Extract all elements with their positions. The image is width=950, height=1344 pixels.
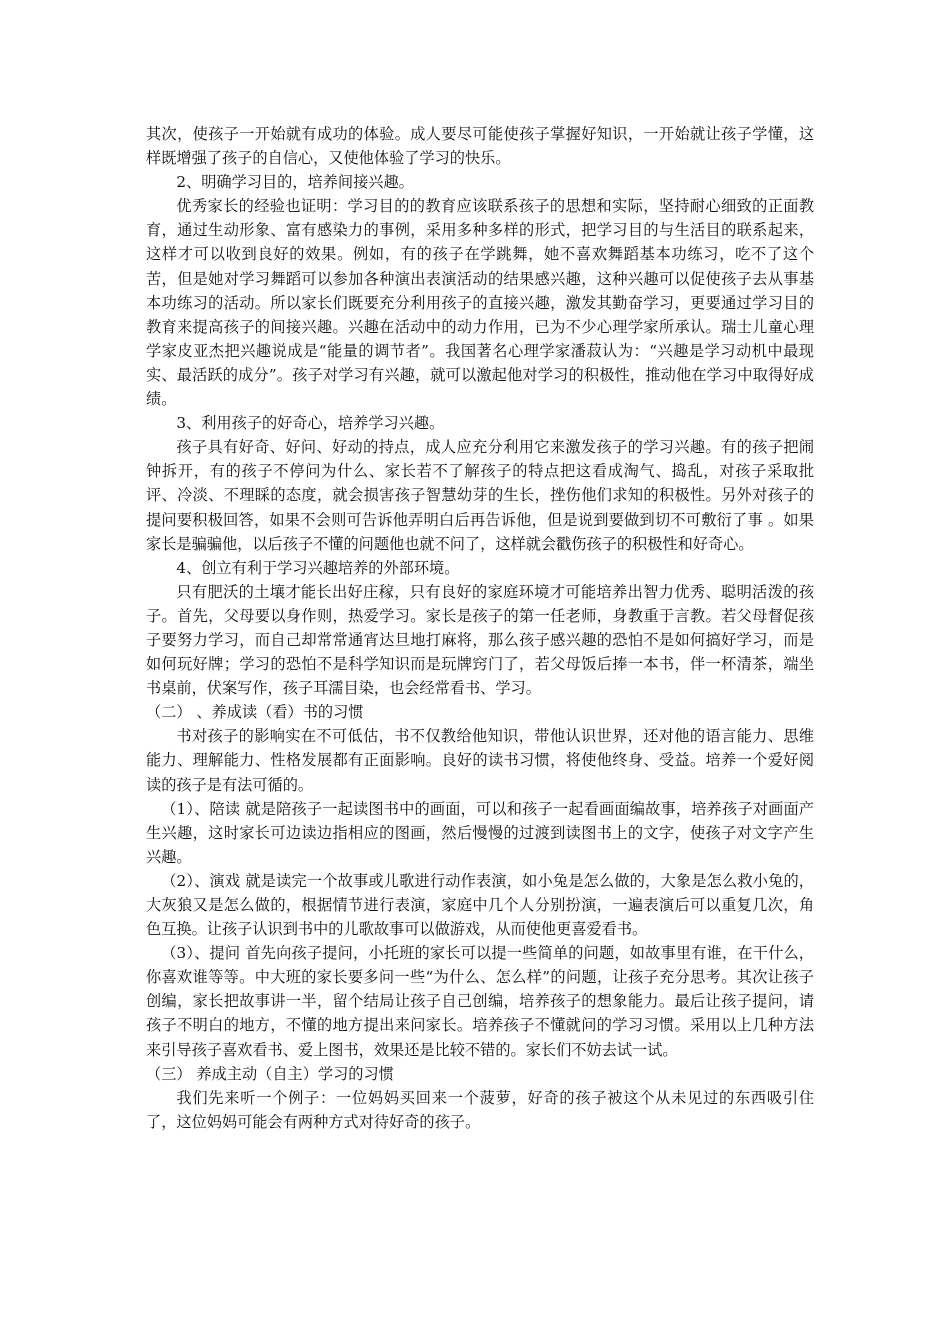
heading-point-2: 2、明确学习目的，培养间接兴趣。	[176, 173, 414, 192]
paragraph-home-environment: 只有肥沃的土壤才能长出好庄稼，只有良好的家庭环境才可能培养出智力优秀、聪明活泼的孩子。首先，父母要以身作则，热爱学习。家长是孩子的第一任老师，身教重于言教。若父母督促孩子要努力学习，而自己却常常通宵达旦地打麻将，那么孩子感兴趣的恐怕不是如何搞好学习，而是如何玩好牌；学习的恐怕不是科学知识而是玩牌窍门了，若父母饭后捧一本书，伴一杯清茶，端坐书桌前，伏案写作，孩子耳濡目染，也会经常看书、学习。	[146, 582, 814, 698]
section-heading-3: （三） 养成主动（自主）学习的习惯	[146, 1064, 394, 1083]
section-heading-2: （二） 、养成读（看）书的习惯	[146, 703, 364, 722]
paragraph-acting: （2）、演戏 就是读完一个故事或儿歌进行动作表演，如小兔是怎么做的，大象是怎么救小兔的，大灰狼又是怎么做的，根据情节进行表演，家庭中几个人分别扮演，一遍表演后可以重复几次，角色互换。让孩子认识到书中的儿歌故事可以做游戏，从而使他更喜爱看书。	[146, 871, 814, 939]
paragraph-questioning: （3）、提问 首先向孩子提问，小托班的家长可以提一些简单的问题，如故事里有谁，在干什么，你喜欢谁等等。中大班的家长要多问一些“为什么、怎么样”的问题，让孩子充分思考。其次让孩子创编，家长把故事讲一半，留个结局让孩子自己创编，培养孩子的想象能力。最后让孩子提问，请孩子不明白的地方，不懂的地方提出来问家长。培养孩子不懂就问的学习习惯。采用以上几种方法来引导孩子喜欢看书、爱上图书，效果还是比较不错的。家长们不妨去试一试。	[146, 944, 814, 1059]
document-body	[146, 122, 814, 1134]
paragraph-reading-habit: 书对孩子的影响实在不可低估，书不仅教给他知识，带他认识世界，还对他的语言能力、思维能力、理解能力、性格发展都有正面影响。良好的读书习惯，将使他终身、受益。培养一个爱好阅读的孩子是有法可循的。	[146, 727, 814, 794]
paragraph-learning-purpose: 优秀家长的经验也证明：学习目的的教育应该联系孩子的思想和实际，坚持耐心细致的正面教育，通过生动形象、富有感染力的事例，采用多种多样的形式，把学习目的与生活目的联系起来，这样才可以收到良好的效果。例如，有的孩子在学跳舞，她不喜欢舞蹈基本功练习，吃不了这个苦，但是她对学习舞蹈可以参加各种演出表演活动的结果感兴趣，这种兴趣可以促使孩子去从事基本功练习的活动。所以家长们既要充分利用孩子的直接兴趣，激发其勤奋学习，更要通过学习目的教育来提高孩子的间接兴趣。兴趣在活动中的动力作用，已为不少心理学家所承认。瑞士儿童心理学家皮亚杰把兴趣说成是“能量的调节者”。我国著名心理学家潘菽认为：“兴趣是学习动机中最现实、最活跃的成分”。孩子对学习有兴趣，就可以激起他对学习的积极性，推动他在学习中取得好成绩。	[146, 197, 814, 409]
heading-point-4: 4、创立有利于学习兴趣培养的外部环境。	[176, 558, 460, 577]
paragraph-curiosity: 孩子具有好奇、好问、好动的持点，成人应充分利用它来激发孩子的学习兴趣。有的孩子把闹钟拆开，有的孩子不停问为什么、家长若不了解孩子的特点把这看成淘气、捣乱，对孩子采取批评、冷淡、不理睬的态度，就会损害孩子智慧幼芽的生长，挫伤他们求知的积极性。另外对孩子的提问要积极回答，如果不会则可告诉他弄明白后再告诉他，但是说到要做到切不可敷衍了事 。如果家长是骗骗他，以后孩子不懂的问题他也就不问了，这样就会戳伤孩子的积极性和好奇心。	[146, 438, 814, 553]
paragraph-success-experience: 其次，使孩子一开始就有成功的体验。成人要尽可能使孩子掌握好知识，一开始就让孩子学懂，这样既增强了孩子的自信心，又使他体验了学习的快乐。	[146, 125, 814, 168]
paragraph-pineapple-example: 我们先来听一个例子：一位妈妈买回来一个菠萝，好奇的孩子被这个从未见过的东西吸引住了，这位妈妈可能会有两种方式对待好奇的孩子。	[146, 1088, 814, 1131]
paragraph-accompany-reading: （1）、陪读 就是陪孩子一起读图书中的画面，可以和孩子一起看画面编故事，培养孩子对画面产生兴趣，这时家长可边读边指相应的图画，然后慢慢的过渡到读图书上的文字，使孩子对文字产生兴趣。	[146, 799, 814, 866]
heading-point-3: 3、利用孩子的好奇心，培养学习兴趣。	[176, 414, 445, 433]
